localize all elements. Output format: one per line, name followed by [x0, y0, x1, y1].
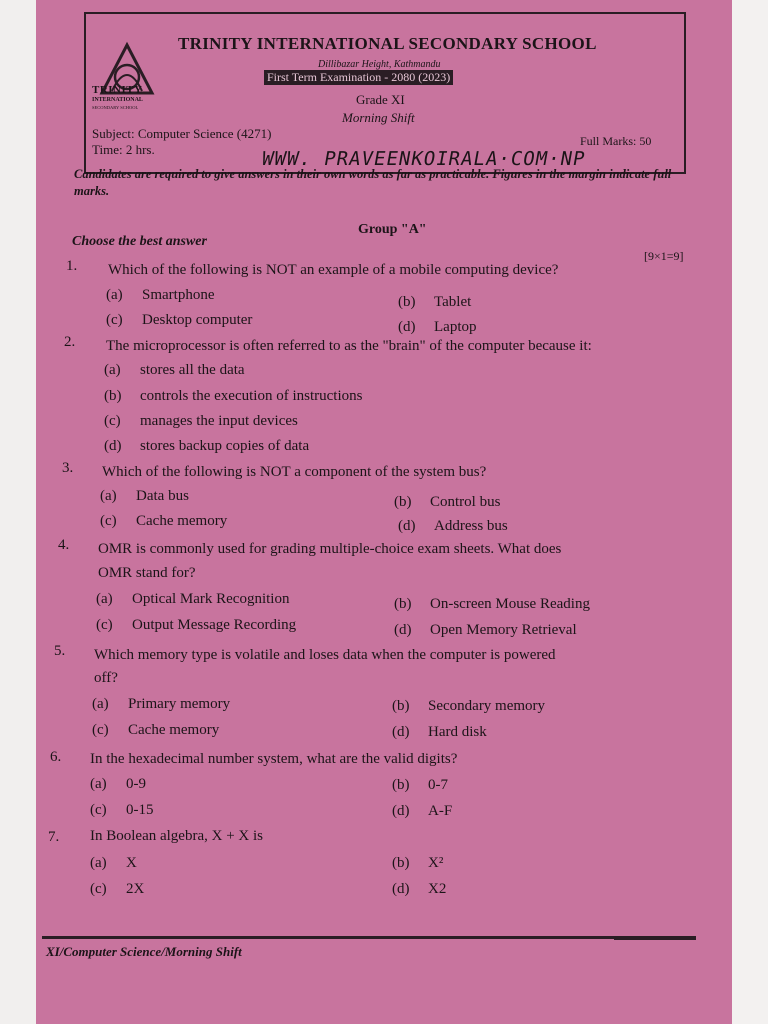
question-number: 4. [58, 537, 70, 553]
shift-label: Morning Shift [342, 110, 415, 125]
option-b: (b) 0-7 [392, 777, 448, 793]
option-c: (c) manages the input devices [104, 413, 298, 429]
option-c: (c) 0-15 [90, 802, 154, 818]
footer-divider [42, 936, 622, 939]
option-a: (a) Smartphone [106, 287, 215, 303]
school-name: TRINITY INTERNATIONAL SECONDARY SCHOOL [178, 34, 597, 53]
subject-label: Subject: Computer Science (4271) [92, 126, 272, 141]
group-heading: Group "A" [358, 222, 427, 237]
question-number: 5. [54, 643, 66, 659]
option-d: (d) Hard disk [392, 724, 487, 740]
footer-text: XI/Computer Science/Morning Shift [46, 944, 242, 959]
full-marks-label: Full Marks: 50 [580, 134, 652, 148]
question-text: Which of the following is NOT an example of a mobile computing device? [108, 262, 559, 278]
option-a: (a) Data bus [100, 488, 189, 504]
option-b: (b) X² [392, 855, 444, 871]
option-a: (a) stores all the data [104, 362, 245, 378]
question-text: In the hexadecimal number system, what are the valid digits? [90, 751, 458, 767]
question-number: 6. [50, 749, 62, 765]
option-b: (b) Tablet [398, 294, 472, 310]
school-address: Dillibazar Height, Kathmandu [318, 59, 441, 70]
option-d: (d) Laptop [398, 319, 477, 335]
option-c: (c) Output Message Recording [96, 617, 297, 633]
option-c: (c) 2X [90, 881, 145, 897]
question-number: 1. [66, 258, 78, 274]
option-b: (b) controls the execution of instructions [104, 388, 363, 404]
instructions: Candidates are required to give answers in their own words as far as practicable. Figures in the margin indicate full marks. [74, 167, 672, 198]
scan-left-margin [0, 0, 36, 1024]
question-text-line1: Which memory type is volatile and loses data when the computer is powered [94, 647, 556, 663]
option-a: (a) Optical Mark Recognition [96, 591, 290, 607]
question-number: 3. [62, 460, 74, 476]
question-text: The microprocessor is often referred to as the "brain" of the computer because it: [106, 338, 592, 354]
option-d: (d) Address bus [398, 518, 508, 534]
header-box [84, 12, 686, 174]
option-c: (c) Cache memory [92, 722, 220, 738]
option-b: (b) On-screen Mouse Reading [394, 596, 590, 612]
option-d: (d) X2 [392, 881, 447, 897]
question-text: In Boolean algebra, X + X is [90, 828, 263, 844]
exam-title: First Term Examination - 2080 (2023) [264, 70, 453, 85]
logo-text: TRINITY [92, 84, 143, 96]
question-text-line2: off? [94, 670, 118, 686]
handwritten-website: WWW. PRAVEENKOIRALA·COM·NP [260, 148, 588, 170]
option-d: (d) Open Memory Retrieval [394, 622, 577, 638]
option-b: (b) Secondary memory [392, 698, 546, 714]
option-d: (d) stores backup copies of data [104, 438, 310, 454]
footer-divider-right [614, 936, 696, 940]
grade-label: Grade XI [356, 92, 405, 107]
option-a: (a) Primary memory [92, 696, 231, 712]
scan-right-margin [732, 0, 768, 1024]
option-c: (c) Cache memory [100, 513, 228, 529]
question-text: Which of the following is NOT a component of the system bus? [102, 464, 487, 480]
option-c: (c) Desktop computer [106, 312, 253, 328]
logo-subtext: INTERNATIONAL [92, 97, 143, 103]
option-a: (a) 0-9 [90, 776, 146, 792]
option-b: (b) Control bus [394, 494, 501, 510]
marks-scheme: [9×1=9] [644, 249, 684, 263]
exam-paper [36, 0, 732, 1024]
option-a: (a) X [90, 855, 137, 871]
question-text-line1: OMR is commonly used for grading multiple-choice exam sheets. What does [98, 541, 562, 557]
logo-subtext-2: SECONDARY SCHOOL [92, 105, 139, 110]
question-text-line2: OMR stand for? [98, 565, 196, 581]
option-d: (d) A-F [392, 803, 453, 819]
time-label: Time: 2 hrs. [92, 142, 155, 157]
question-number: 7. [48, 829, 60, 845]
section-title: Choose the best answer [72, 234, 207, 249]
question-number: 2. [64, 334, 76, 350]
